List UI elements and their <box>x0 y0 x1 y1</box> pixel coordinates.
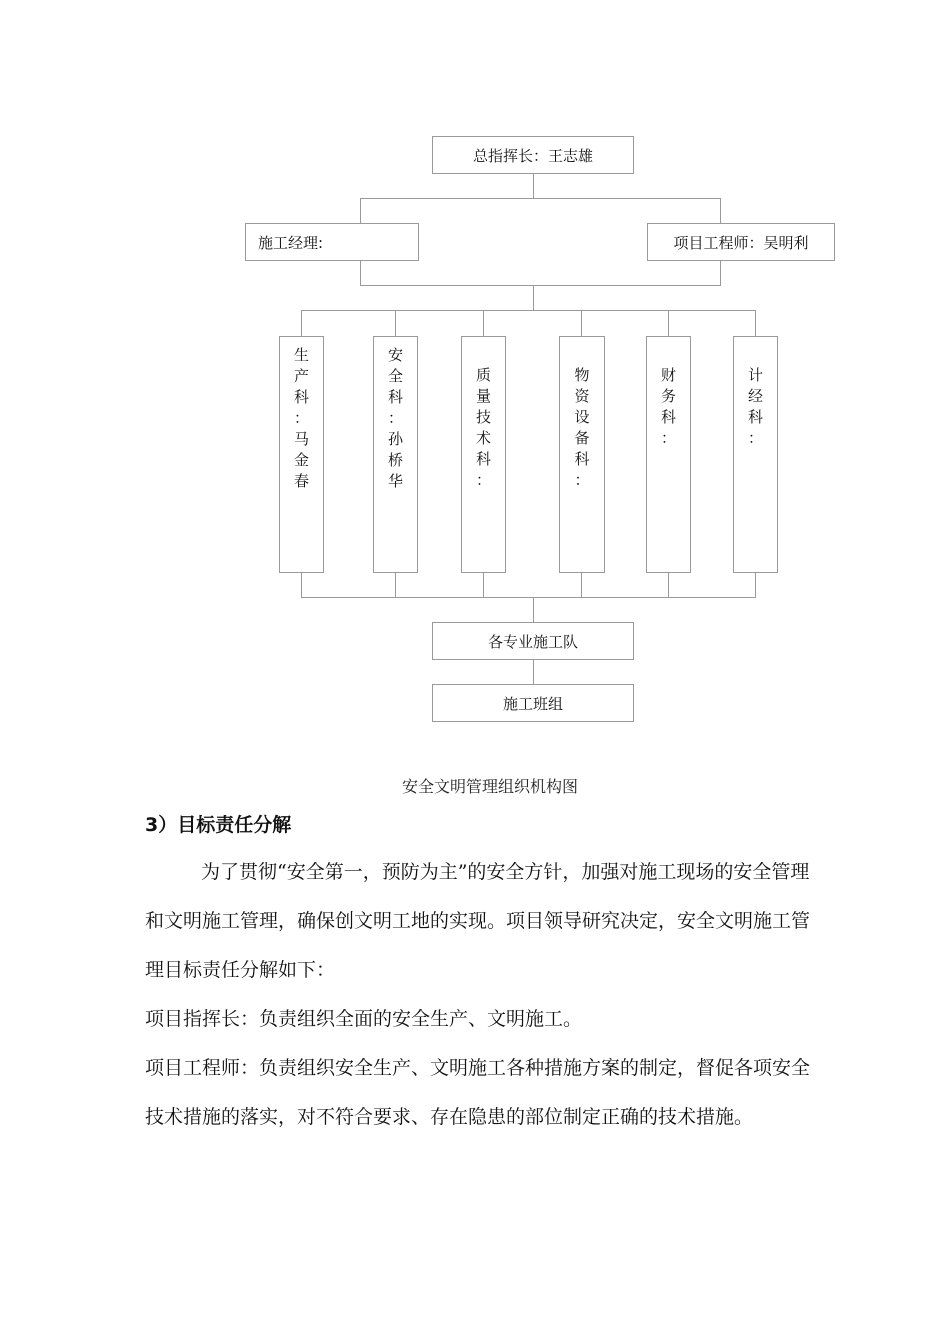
construction-manager-label: 施工经理: <box>258 233 324 252</box>
department-label <box>462 365 505 491</box>
connector-line <box>301 597 756 598</box>
connector-line <box>533 174 534 198</box>
connector-line <box>360 198 721 199</box>
department-char: ： <box>387 409 403 427</box>
construction-groups-label: 施工班组 <box>502 694 563 713</box>
department-char: 科 <box>293 388 309 406</box>
department-char: 科 <box>660 408 676 426</box>
department-box-production <box>279 336 324 573</box>
body-text <box>145 848 815 1142</box>
department-char: 全 <box>387 367 403 385</box>
connector-line <box>755 573 756 597</box>
department-char: 春 <box>293 472 309 490</box>
department-char: 务 <box>660 387 676 405</box>
department-char: 财 <box>660 366 676 384</box>
department-char: 物 <box>574 366 590 384</box>
department-char: 备 <box>574 429 590 447</box>
department-char: 设 <box>574 408 590 426</box>
department-char: 桥 <box>387 451 403 469</box>
department-char: 产 <box>293 367 309 385</box>
section-heading: 3）目标责任分解 <box>145 814 292 836</box>
department-char: 孙 <box>387 430 403 448</box>
department-box-materials <box>559 336 605 573</box>
connector-line <box>533 285 534 310</box>
department-label <box>560 365 604 491</box>
department-box-finance <box>646 336 691 573</box>
department-char: ： <box>293 409 309 427</box>
department-box-quality <box>461 336 506 573</box>
connector-line <box>483 573 484 597</box>
connector-line <box>483 310 484 336</box>
professional-teams-box <box>432 622 634 660</box>
connector-line <box>581 310 582 336</box>
department-char: 金 <box>293 451 309 469</box>
department-char: 科 <box>475 450 491 468</box>
paragraph-commander: 项目指挥长：负责组织全面的安全生产、文明施工。 <box>145 1008 583 1030</box>
department-box-planning <box>733 336 778 573</box>
connector-line <box>720 261 721 285</box>
department-char: 量 <box>475 387 491 405</box>
department-label <box>280 345 323 492</box>
department-char: ： <box>747 429 763 447</box>
department-char: ： <box>660 429 676 447</box>
department-char: ： <box>574 471 590 489</box>
connector-line <box>395 310 396 336</box>
department-char: 质 <box>475 366 491 384</box>
connector-line <box>755 310 756 336</box>
department-label <box>374 345 417 492</box>
connector-line <box>395 573 396 597</box>
connector-line <box>360 261 361 285</box>
department-char: 资 <box>574 387 590 405</box>
connector-line <box>360 198 361 224</box>
professional-teams-label: 各专业施工队 <box>487 632 578 651</box>
department-char: 马 <box>293 430 309 448</box>
department-char: ： <box>475 471 491 489</box>
paragraph-engineer: 项目工程师：负责组织安全生产、文明施工各种措施方案的制定，督促各项安全技术措施的落实，对不符合要求、存在隐患的部位制定正确的技术措施。 <box>145 1057 811 1128</box>
connector-line <box>533 597 534 622</box>
chief-commander-box <box>432 136 634 174</box>
department-label <box>647 365 690 449</box>
department-label <box>734 365 777 449</box>
department-char: 技 <box>475 408 491 426</box>
department-char: 经 <box>747 387 763 405</box>
connector-line <box>301 573 302 597</box>
paragraph-intro: 为了贯彻“安全第一，预防为主”的安全方针，加强对施工现场的安全管理和文明施工管理，确保创文明工地的实现。项目领导研究决定，安全文明施工管理目标责任分解如下： <box>145 861 811 981</box>
connector-line <box>533 660 534 684</box>
connector-line <box>581 573 582 597</box>
connector-line <box>360 285 721 286</box>
chief-commander-label: 总指挥长：王志雄 <box>472 146 593 165</box>
connector-line <box>301 310 756 311</box>
project-engineer-label: 项目工程师：吴明利 <box>673 233 809 252</box>
connector-line <box>668 310 669 336</box>
figure-caption: 安全文明管理组织机构图 <box>401 777 578 796</box>
department-char: 科 <box>387 388 403 406</box>
department-char: 生 <box>293 346 309 364</box>
department-char: 安 <box>387 346 403 364</box>
connector-line <box>301 310 302 336</box>
project-engineer-box <box>647 223 835 261</box>
department-char: 术 <box>475 429 491 447</box>
department-box-safety <box>373 336 418 573</box>
connector-line <box>668 573 669 597</box>
construction-manager-box <box>245 223 419 261</box>
connector-line <box>720 198 721 224</box>
department-char: 计 <box>747 366 763 384</box>
department-char: 科 <box>574 450 590 468</box>
department-char: 华 <box>387 472 403 490</box>
construction-groups-box <box>432 684 634 722</box>
department-char: 科 <box>747 408 763 426</box>
